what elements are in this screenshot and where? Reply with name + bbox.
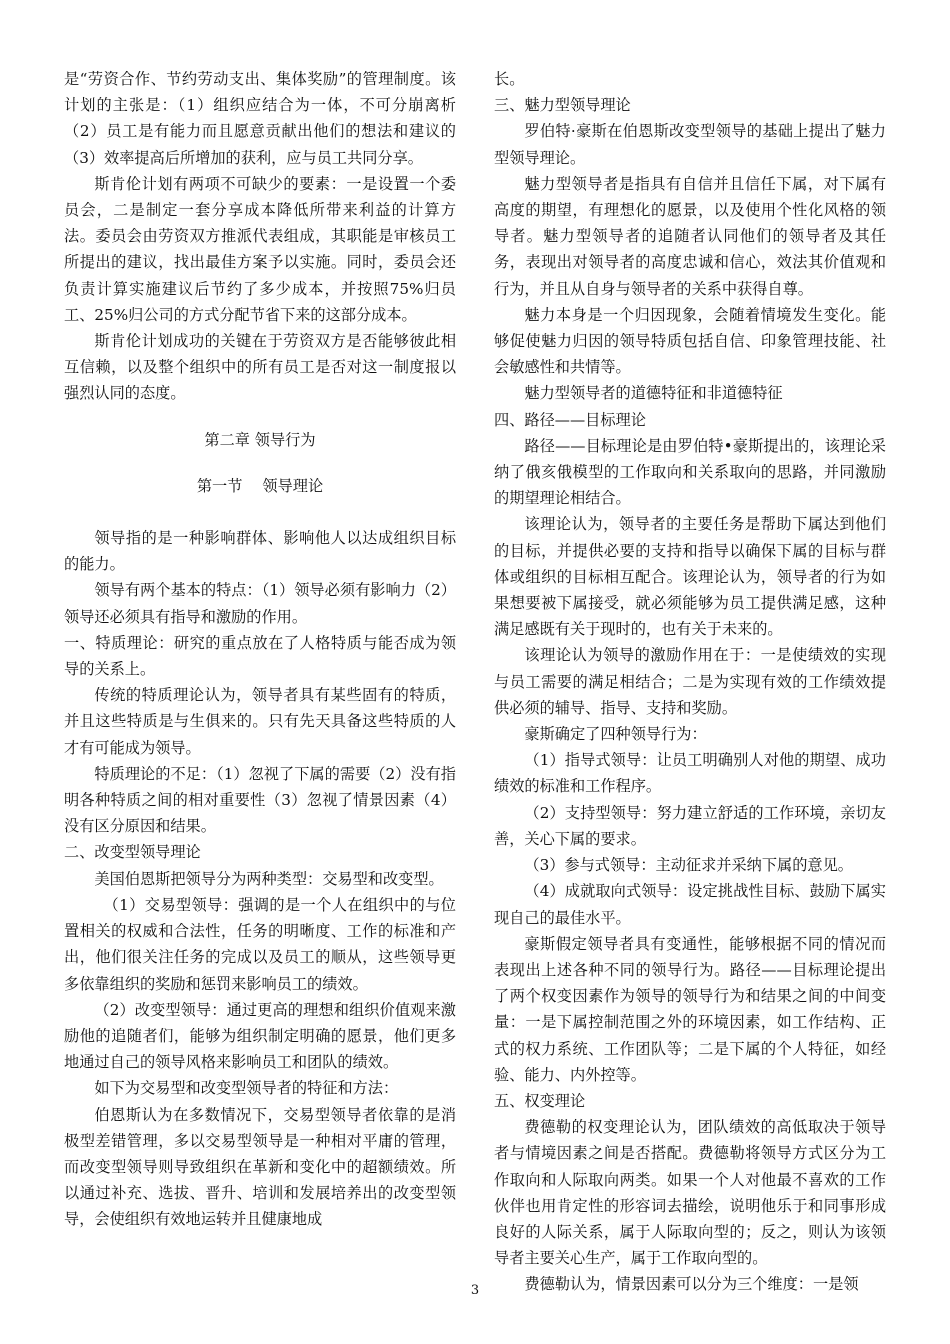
right-paragraph: 豪斯假定领导者具有变通性，能够根据不同的情况而表现出上述各种不同的领导行为。路径——目标理论提出了两个权变因素作为领导的领导行为和结果之间的中间变量：一是下属控制范围之外的环境因素，如工作结构、正式的权力系统、工作团队等；二是下属的个人特征，如经验、能力、内外控等。	[494, 934, 886, 1084]
right-paragraph: （4）成就取向式领导：设定挑战性目标、鼓励下属实现自己的最佳水平。	[494, 882, 886, 927]
right-paragraph: 豪斯确定了四种领导行为：	[524, 725, 707, 744]
left-paragraph: 如下为交易型和改变型领导者的特征和方法：	[94, 1079, 399, 1098]
spacer	[64, 499, 456, 525]
left-paragraph: 斯肯伦计划有两项不可缺少的要素：一是设置一个委员会，二是制定一套分享成本降低所带来利益的计算方法。委员会由劳资双方推派代表组成，其职能是审核员工所提出的建议，找出最佳方案予以实施。同时，委员会还负责计算实施建议后节约了多少成本，并按照75%归员工、25%归公司的方式分配节省下来的这部分成本。	[64, 174, 456, 324]
right-paragraph: 路径——目标理论是由罗伯特•豪斯提出的，该理论采纳了俄亥俄模型的工作取向和关系取向的思路，并同激励的期望理论相结合。	[494, 436, 886, 508]
left-paragraph: （2）改变型领导：通过更高的理想和组织价值观来激励他的追随者们，能够为组织制定明确的愿景，他们更多地通过自己的领导风格来影响员工和团队的绩效。	[64, 1000, 456, 1072]
right-paragraph: （3）参与式领导：主动征求并采纳下属的意见。	[524, 856, 853, 875]
right-paragraph: 魅力型领导者是指具有自信并且信任下属，对下属有高度的期望，有理想化的愿景，以及使用个性化风格的领导者。魅力型领导者的追随者认同他们的领导者及其任务，表现出对领导者的高度忠诚和信心，效法其价值观和行为，并且从自身与领导者的关系中获得自尊。	[494, 174, 886, 298]
right-paragraph: 该理论认为领导的激励作用在于：一是使绩效的实现与员工需要的满足相结合；二是为实现有效的工作绩效提供必须的辅导、指导、支持和奖励。	[494, 646, 886, 717]
right-paragraph: 五、权变理论	[494, 1091, 586, 1110]
left-paragraph: 一、特质理论：研究的重点放在了人格特质与能否成为领导的关系上。	[64, 633, 456, 679]
left-paragraph: 特质理论的不足：（1）忽视了下属的需要（2）没有指明各种特质之间的相对重要性（3）忽视了情景因素（4）没有区分原因和结果。	[64, 764, 456, 836]
chapter-heading: 第二章 领导行为	[204, 430, 316, 449]
left-paragraph: （1）交易型领导：强调的是一个人在组织中的与位置相关的权威和合法性，任务的明晰度、工作的标准和产出，他们很关注任务的完成以及员工的顺从，这些领导更多依靠组织的奖励和惩罚来影响员工的绩效。	[64, 895, 456, 993]
left-paragraph: 领导有两个基本的特点：（1）领导必须有影响力（2）领导还必须具有指导和激励的作用。	[64, 581, 456, 626]
right-paragraph: 长。	[494, 70, 525, 88]
right-paragraph: 费德勒的权变理论认为，团队绩效的高低取决于领导者与情境因素之间是否搭配。费德勒将领导方式区分为工作取向和人际取向两类。如果一个人对他最不喜欢的工作伙伴也用肯定性的形容词去描绘，说明他乐于和同事形成良好的人际关系，属于人际取向型的；反之，则认为该领导者主要关心生产，属于工作取向型的。	[494, 1118, 886, 1268]
left-paragraph: 伯恩斯认为在多数情况下，交易型领导者依靠的是消极型差错管理，多以交易型领导是一种相对平庸的管理，而改变型领导则导致组织在革新和变化中的超额绩效。所以通过补充、选拔、晋升、培训和发展培养出的改变型领导，会使组织有效地运转并且健康地成	[64, 1105, 456, 1229]
right-paragraph: （1）指导式领导：让员工明确别人对他的期望、成功绩效的标准和工作程序。	[494, 751, 886, 796]
spacer	[64, 453, 456, 473]
left-paragraph: 斯肯伦计划成功的关键在于劳资双方是否能够彼此相互信赖，以及整个组织中的所有员工是否对这一制度报以强烈认同的态度。	[64, 332, 456, 403]
right-paragraph: 该理论认为，领导者的主要任务是帮助下属达到他们的目标，并提供必要的支持和指导以确保下属的目标与群体或组织的目标相互配合。该理论认为，领导者的行为如果想要被下属接受，就必须能够为员工提供满足感，这种满足感既有关于现时的，也有关于未来的。	[494, 515, 886, 639]
page-number: 3	[470, 1283, 480, 1298]
left-paragraph: 领导指的是一种影响群体、影响他人以达成组织目标的能力。	[64, 529, 456, 574]
right-paragraph: 费德勒认为，情景因素可以分为三个维度：一是领	[524, 1275, 859, 1294]
spacer	[64, 407, 456, 427]
left-paragraph: 美国伯恩斯把领导分为两种类型：交易型和改变型。	[94, 869, 444, 888]
right-paragraph: 魅力本身是一个归因现象，会随着情境发生变化。能够促使魅力归因的领导特质包括自信、印象管理技能、社会敏感性和共情等。	[494, 305, 886, 377]
left-paragraph: 二、改变型领导理论	[64, 843, 201, 862]
right-paragraph: 三、魅力型领导理论	[494, 96, 631, 115]
left-column	[64, 66, 456, 1233]
right-paragraph: （2）支持型领导：努力建立舒适的工作环境，亲切友善，关心下属的要求。	[494, 803, 886, 848]
right-paragraph: 四、路径——目标理论	[494, 410, 646, 429]
left-paragraph: 是“劳资合作、节约劳动支出、集体奖励”的管理制度。该计划的主张是：（1）组织应结合为一体，不可分崩离析（2）员工是有能力而且愿意贡献出他们的想法和建议的（3）效率提高后所增加的获利，应与员工共同分享。	[64, 70, 456, 167]
left-paragraph: 传统的特质理论认为，领导者具有某些固有的特质，并且这些特质是与生俱来的。只有先天具备这些特质的人才有可能成为领导。	[64, 686, 456, 757]
right-column	[494, 66, 886, 1298]
section-heading: 第一节 领导理论	[196, 476, 324, 495]
right-paragraph: 罗伯特·豪斯在伯恩斯改变型领导的基础上提出了魅力型领导理论。	[494, 122, 886, 167]
right-paragraph: 魅力型领导者的道德特征和非道德特征	[524, 384, 783, 403]
